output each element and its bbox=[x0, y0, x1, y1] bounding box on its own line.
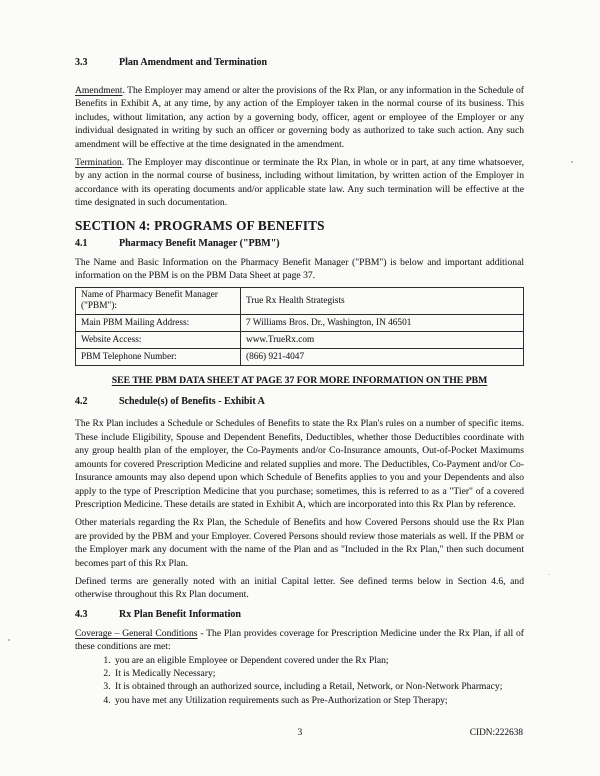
pbm-phone-value: (866) 921-4047 bbox=[241, 349, 524, 366]
coverage-conditions-list bbox=[75, 654, 524, 708]
pbm-name-value: True Rx Health Strategists bbox=[241, 288, 524, 315]
heading-3-3-title: Plan Amendment and Termination bbox=[119, 57, 268, 68]
pbm-data-sheet-notice: SEE THE PBM DATA SHEET AT PAGE 37 FOR MORE INFORMATION ON THE PBM bbox=[111, 375, 488, 387]
condition-item: 2. It is Medically Necessary; bbox=[113, 667, 524, 680]
schedule-paragraph-1: The Rx Plan includes a Schedule or Schedules of Benefits to state the Rx Plan's rules on a number of specific items. These include Eligibility, Spouse and Dependent Benefits, Deductibles, whether those Deductibles coordinate with any group health plan of the employer, the Co-Payments and/or Co-Insurance amounts, Out-of-Pocket Maximums amounts for covered Prescription Medicine and related supplies and more. The Deductibles, Co-Payment and/or Co-Insurance amounts may also depend upon which Schedule of Benefits applies to you and your Dependents and also apply to the type of Prescription Medicine that you purchase; sometimes, this is referred to as a "Tier" of a covered Prescription Medicine. These details are stated in Exhibit A, which are incorporated into this Rx Plan by reference. bbox=[75, 418, 524, 510]
pbm-phone-label: PBM Telephone Number: bbox=[76, 349, 241, 366]
termination-text: . The Employer may discontinue or terminate the Rx Plan, in whole or in part, at any time whatsoever, by any action in the normal course of business, including without limitation, by written action of the Employer in accordance with its operating documents and/or applicable state law. Any such termination will be effective at the time designated in such documentation. bbox=[75, 157, 524, 209]
document-content bbox=[75, 0, 524, 707]
heading-4-1-title: Pharmacy Benefit Manager ("PBM") bbox=[119, 237, 280, 249]
pbm-address-value: 7 Williams Bros. Dr., Washington, IN 46501 bbox=[241, 315, 524, 332]
document-id: CIDN:222638 bbox=[469, 728, 523, 738]
scan-speck bbox=[571, 161, 573, 163]
heading-4-1 bbox=[75, 238, 524, 250]
pbm-name-label: Name of Pharmacy Benefit Manager ("PBM"): bbox=[76, 288, 241, 315]
schedule-paragraph-2: Other materials regarding the Rx Plan, the Schedule of Benefits and how Covered Persons should use the Rx Plan are provided by the PBM and your Employer. Covered Persons should review those materials as well. If the PBM or the Employer mark any document with the name of the Plan and as "Included in the Rx Plan," then such document becomes part of this Rx Plan. bbox=[75, 517, 524, 569]
heading-4-3 bbox=[75, 609, 524, 621]
termination-paragraph bbox=[75, 156, 524, 210]
heading-3-3-number: 3.3 bbox=[75, 57, 88, 68]
heading-4-3-number: 4.3 bbox=[75, 608, 88, 620]
pbm-table-row bbox=[76, 315, 524, 332]
coverage-paragraph bbox=[75, 627, 524, 654]
pbm-table-row bbox=[76, 349, 524, 366]
coverage-lead: Coverage – General Conditions bbox=[75, 627, 198, 639]
schedule-paragraph-3: Defined terms are generally noted with an initial Capital letter. See defined terms below in Section 4.6, and otherwise throughout this Rx Plan document. bbox=[75, 575, 524, 601]
pbm-table-row bbox=[76, 332, 524, 349]
pbm-table bbox=[75, 287, 524, 366]
pbm-address-label: Main PBM Mailing Address: bbox=[76, 315, 241, 332]
pbm-intro-paragraph: The Name and Basic Information on the Pharmacy Benefit Manager ("PBM") is below and important additional information on the PBM is on the PBM Data Sheet at page 37. bbox=[75, 256, 524, 282]
heading-4-2-title: Schedule(s) of Benefits - Exhibit A bbox=[119, 396, 265, 408]
heading-3-3 bbox=[75, 57, 524, 69]
section-4-heading: SECTION 4: PROGRAMS OF BENEFITS bbox=[75, 217, 325, 233]
heading-4-1-number: 4.1 bbox=[75, 237, 88, 249]
heading-4-2-number: 4.2 bbox=[75, 396, 88, 408]
page-number: 3 bbox=[297, 728, 303, 738]
scan-speck bbox=[8, 639, 10, 641]
condition-item: 3. It is obtained through an authorized source, including a Retail, Network, or Non-Network Pharmacy; bbox=[113, 680, 524, 693]
heading-4-2 bbox=[75, 396, 524, 408]
pbm-website-label: Website Access: bbox=[76, 332, 241, 349]
scan-speck bbox=[548, 574, 550, 575]
pbm-website-value: www.TrueRx.com bbox=[241, 332, 524, 349]
condition-item: 1. you are an eligible Employee or Dependent covered under the Rx Plan; bbox=[113, 654, 524, 667]
heading-4-3-title: Rx Plan Benefit Information bbox=[119, 608, 241, 620]
amendment-paragraph bbox=[75, 84, 524, 151]
termination-lead: Termination bbox=[75, 157, 122, 169]
pbm-table-row bbox=[76, 288, 524, 315]
coverage-text: - The Plan provides coverage for Prescription Medicine under the Rx Plan, if all of these conditions are met: bbox=[75, 627, 524, 653]
condition-item: 4. you have met any Utilization requirements such as Pre-Authorization or Step Therapy; bbox=[113, 694, 524, 707]
amendment-lead: Amendment bbox=[75, 85, 123, 96]
amendment-text: . The Employer may amend or alter the provisions of the Rx Plan, or any information in the Schedule of Benefits in Exhibit A, at any time, by any action of the Employer taken in the normal course of its business. This includes, without limitation, any action by a governing body, officer, agent or employee of the Employer or any individual designated in writing by such an officer or governing body as authorized to take such action. Any such amendment will be effective at the time designated in the amendment. bbox=[75, 85, 524, 150]
